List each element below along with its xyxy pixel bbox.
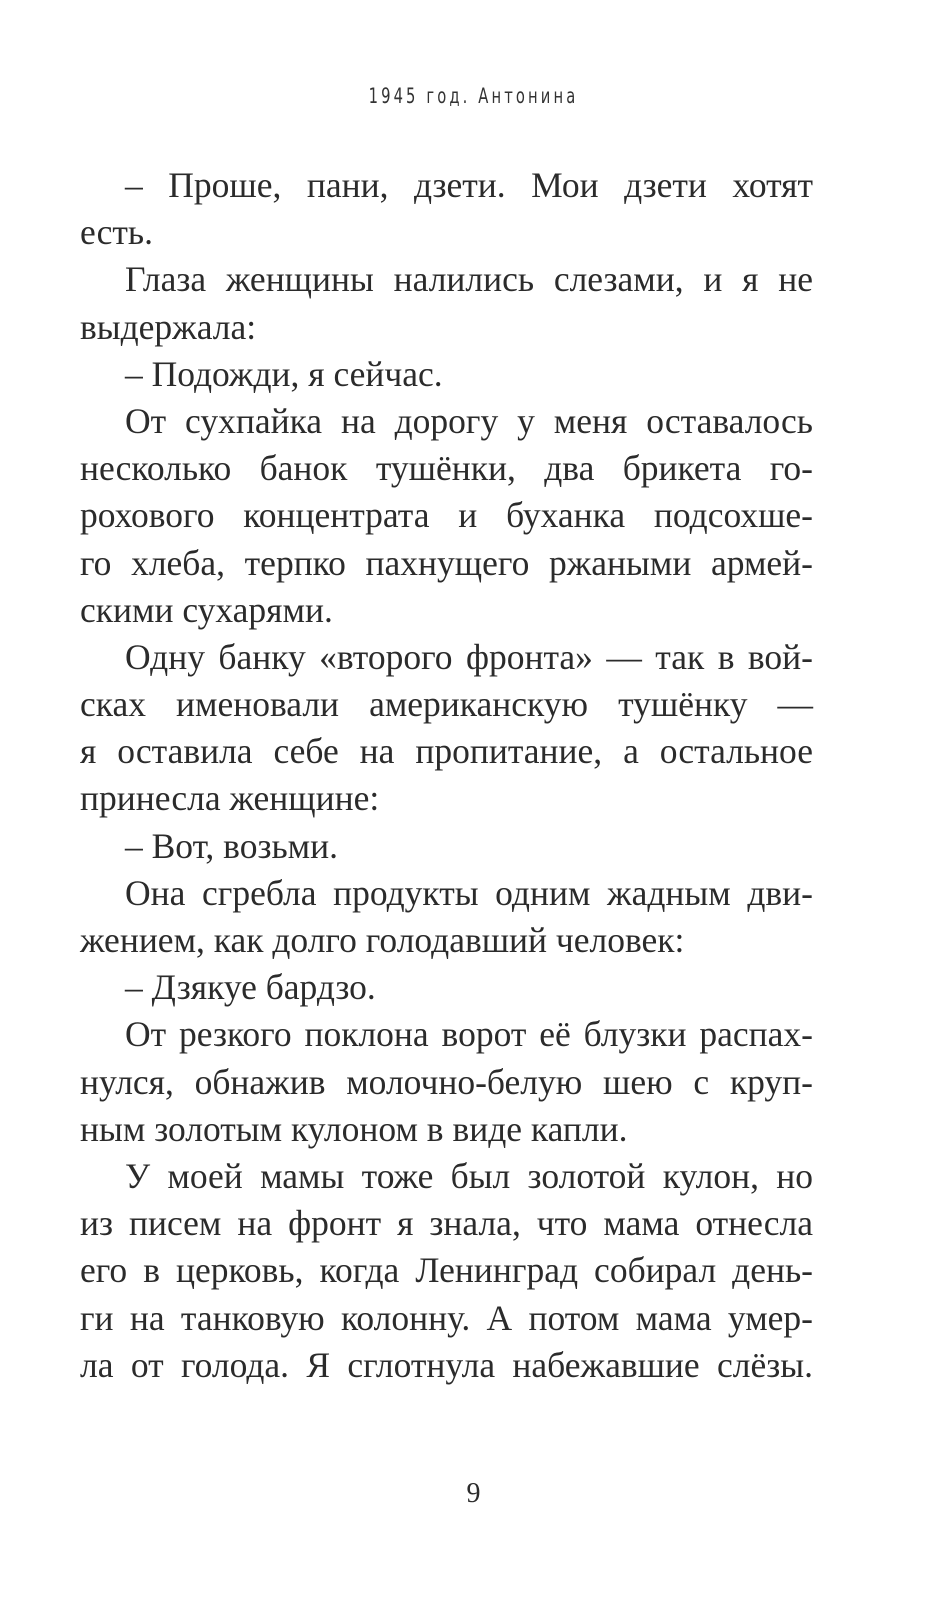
page-number: 9 [466, 1478, 481, 1509]
text-line: принесла женщине: [80, 778, 380, 819]
body-text [80, 162, 813, 1389]
text-line: – Подожди, я сейчас. [125, 353, 443, 394]
text-line: рохового концентрата и буханка подсохше- [80, 495, 813, 536]
text-line: – Вот, возьми. [125, 825, 338, 866]
text-line: ла от голода. Я сглотнула набежавшие слёзы. [80, 1344, 813, 1385]
text-line: несколько банок тушёнки, два брикета го- [80, 448, 813, 489]
text-line: Одну банку «второго фронта» — так в вой- [125, 636, 813, 677]
text-line: ным золотым кулоном в виде капли. [80, 1108, 628, 1149]
text-line: От резкого поклона ворот её блузки распах- [125, 1014, 813, 1055]
text-line: Она сгребла продукты одним жадным дви- [125, 872, 813, 913]
text-line: есть. [80, 212, 153, 253]
text-line: жением, как долго голодавший человек: [80, 920, 685, 960]
text-line: сках именовали американскую тушёнку — [80, 684, 813, 725]
text-line: го хлеба, терпко пахнущего ржаными армей- [80, 542, 813, 583]
text-line: ги на танковую колонну. А потом мама умер- [80, 1297, 813, 1338]
text-line: Глаза женщины налились слезами, и я не [125, 259, 813, 300]
running-head: 1945 год. Антонина [368, 84, 579, 108]
text-line: скими сухарями. [80, 589, 333, 630]
text-line: – Проше, пани, дзети. Мои дзети хотят [125, 165, 813, 205]
text-line: От сухпайка на дорогу у меня оставалось [125, 400, 813, 441]
text-line: нулся, обнажив молочно-белую шею с круп- [80, 1061, 813, 1102]
text-line: – Дзякуе бардзо. [125, 967, 376, 1008]
text-line: я оставила себе на пропитание, а остальное [80, 731, 813, 772]
text-line: У моей мамы тоже был золотой кулон, но [125, 1155, 813, 1196]
text-line: его в церковь, когда Ленинград собирал день- [80, 1250, 813, 1291]
text-line: из писем на фронт я знала, что мама отнесла [80, 1203, 813, 1244]
text-line: выдержала: [80, 306, 257, 347]
